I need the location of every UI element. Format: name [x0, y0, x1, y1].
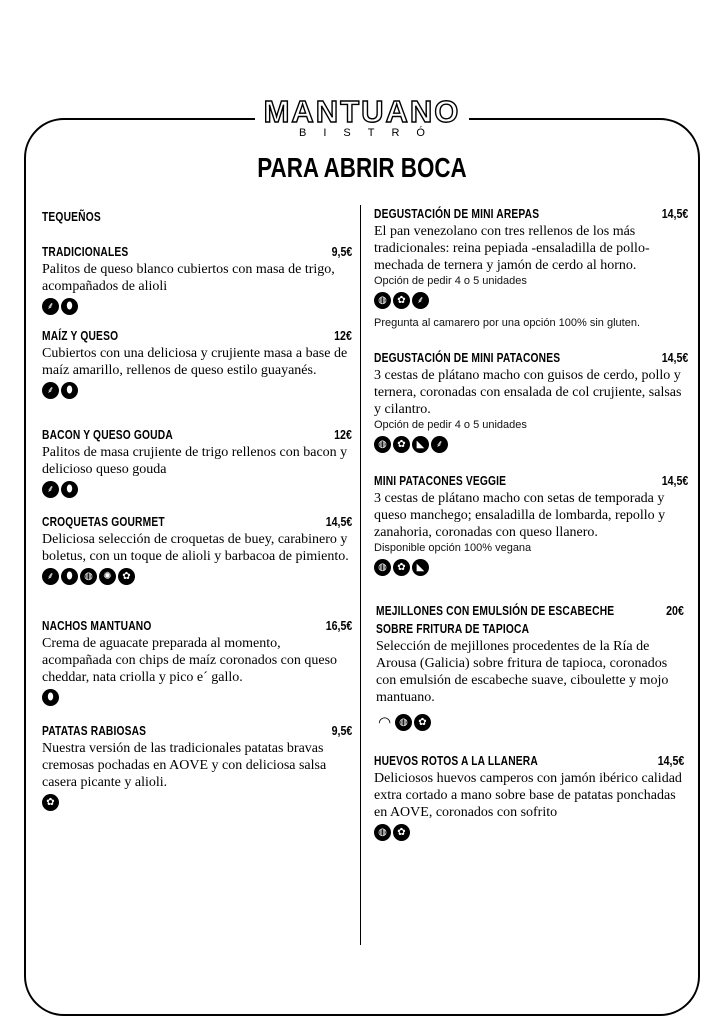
menu-item [42, 243, 352, 316]
item-name: DEGUSTACIÓN DE MINI AREPAS [374, 207, 540, 221]
celery-icon: ✿ [393, 824, 410, 841]
egg-icon: ⬮ [61, 481, 78, 498]
item-price: 9,5€ [331, 724, 352, 738]
milk-icon: ◍ [374, 824, 391, 841]
allergen-icons [42, 568, 352, 586]
allergen-icons [42, 382, 352, 400]
item-price: 9,5€ [331, 245, 352, 259]
menu-item [42, 722, 352, 812]
allergen-icons [374, 559, 688, 577]
item-price: 14,5€ [661, 351, 688, 365]
celery-icon: ✿ [393, 292, 410, 309]
mollusc-icon: ◠ [377, 713, 392, 731]
milk-icon: ◍ [374, 559, 391, 576]
section-title: PARA ABRIR BOCA [257, 152, 467, 183]
item-description: Palitos de queso blanco cubiertos con masa de trigo, acompañados de alioli [42, 262, 335, 294]
item-description: 3 cestas de plátano macho con guisos de cerdo, pollo y ternera, coronadas con ensalada de col crujiente, salsas y cilantro. [374, 368, 682, 417]
item-name: PATATAS RABIOSAS [42, 724, 147, 738]
wheat-icon: ⸙ [42, 481, 59, 498]
category-heading [42, 208, 352, 226]
item-price: 12€ [334, 329, 352, 343]
menu-item [376, 602, 684, 732]
menu-item [42, 426, 352, 499]
item-price: 12€ [334, 428, 352, 442]
menu-item [42, 327, 352, 400]
brand-subtitle: BISTRÓ [299, 127, 442, 139]
wheat-icon: ⸙ [42, 568, 59, 585]
allergen-icons [42, 298, 352, 316]
item-description: Cubiertos con una deliciosa y crujiente masa a base de maíz amarillo, rellenos de queso estilo guayanés. [42, 346, 348, 378]
milk-icon: ◍ [374, 292, 391, 309]
allergen-icons [42, 689, 352, 707]
celery-icon: ✿ [118, 568, 135, 585]
milk-icon: ◍ [80, 568, 97, 585]
item-price: 14,5€ [661, 474, 688, 488]
milk-icon: ◍ [395, 714, 412, 731]
brand-logo [262, 96, 462, 139]
column-divider [360, 205, 361, 945]
item-price: 14,5€ [661, 207, 688, 221]
item-name-line2: SOBRE FRITURA DE TAPIOCA [376, 622, 530, 636]
item-note: Opción de pedir 4 o 5 unidades [374, 419, 527, 431]
egg-icon: ⬮ [61, 298, 78, 315]
egg-icon: ⬮ [61, 382, 78, 399]
milk-icon: ◍ [374, 436, 391, 453]
celery-icon: ✿ [393, 559, 410, 576]
wheat-icon: ⸙ [42, 382, 59, 399]
mustard-icon: ◣ [412, 559, 429, 576]
menu-item [374, 349, 688, 454]
gluten-free-note: Pregunta al camarero por una opción 100% sin gluten. [374, 317, 641, 329]
item-price: 16,5€ [325, 619, 352, 633]
allergen-icons [42, 794, 352, 812]
item-description: Crema de aguacate preparada al momento, acompañada con chips de maíz coronados con queso cheddar, nata criolla y pico e´ gallo. [42, 636, 338, 685]
egg-icon: ⬮ [61, 568, 78, 585]
celery-icon: ✿ [393, 436, 410, 453]
wheat-icon: ⸙ [412, 292, 429, 309]
wheat-icon: ⸙ [431, 436, 448, 453]
item-description: 3 cestas de plátano macho con setas de temporada y queso manchego; ensaladilla de lombarda, repollo y zanahoria, coronadas con queso llanero. [374, 491, 666, 540]
item-description: Selección de mejillones procedentes de la Ría de Arousa (Galicia) sobre fritura de tapioca, coronados con emulsión de escabeche suave, ciboulette y mojo mantuano. [376, 639, 669, 705]
menu-item [42, 617, 352, 707]
menu-item [374, 205, 688, 331]
item-description: El pan venezolano con tres rellenos de los más tradicionales: reina pepiada -ensaladilla de pollo- mechada de ternera y jamón de cerdo al horno. [374, 224, 650, 273]
allergen-icons [42, 481, 352, 499]
crustacean-icon: ✺ [99, 568, 116, 585]
menu-item [374, 472, 688, 577]
item-description: Nuestra versión de las tradicionales patatas bravas cremosas pochadas en AOVE y con deliciosa salsa casera picante y alioli. [42, 741, 327, 790]
item-note: Opción de pedir 4 o 5 unidades [374, 275, 527, 287]
item-name: TRADICIONALES [42, 245, 129, 259]
item-price: 14,5€ [657, 754, 684, 768]
category-title: TEQUEÑOS [42, 210, 101, 224]
item-description: Deliciosa selección de croquetas de buey, carabinero y boletus, con un toque de alioli y barbacoa de pimiento. [42, 532, 349, 564]
item-price: 14,5€ [325, 515, 352, 529]
item-price: 20€ [666, 604, 684, 618]
allergen-icons [374, 436, 688, 454]
item-description: Deliciosos huevos camperos con jamón ibérico calidad extra cortado a mano sobre base de patatas ponchadas en AOVE, coronados con sofrito [374, 771, 682, 820]
egg-icon: ⬮ [42, 689, 59, 706]
allergen-icons [376, 714, 684, 732]
celery-icon: ✿ [42, 794, 59, 811]
item-name: NACHOS MANTUANO [42, 619, 152, 633]
menu-item [374, 752, 684, 842]
item-name: DEGUSTACIÓN DE MINI PATACONES [374, 351, 561, 365]
mustard-icon: ◣ [412, 436, 429, 453]
menu-item [42, 513, 352, 586]
item-name: BACON Y QUESO GOUDA [42, 428, 173, 442]
item-name: MAÍZ Y QUESO [42, 329, 119, 343]
allergen-icons [374, 824, 684, 842]
item-note: Disponible opción 100% vegana [374, 542, 532, 554]
item-name: MINI PATACONES VEGGIE [374, 474, 507, 488]
item-name: CROQUETAS GOURMET [42, 515, 165, 529]
celery-icon: ✿ [414, 714, 431, 731]
brand-name: MANTUANO [263, 94, 461, 129]
allergen-icons [374, 292, 688, 310]
item-name: HUEVOS ROTOS A LA LLANERA [374, 754, 538, 768]
item-description: Palitos de masa crujiente de trigo rellenos con bacon y delicioso queso gouda [42, 445, 348, 477]
item-name: MEJILLONES CON EMULSIÓN DE ESCABECHE [376, 604, 615, 618]
wheat-icon: ⸙ [42, 298, 59, 315]
